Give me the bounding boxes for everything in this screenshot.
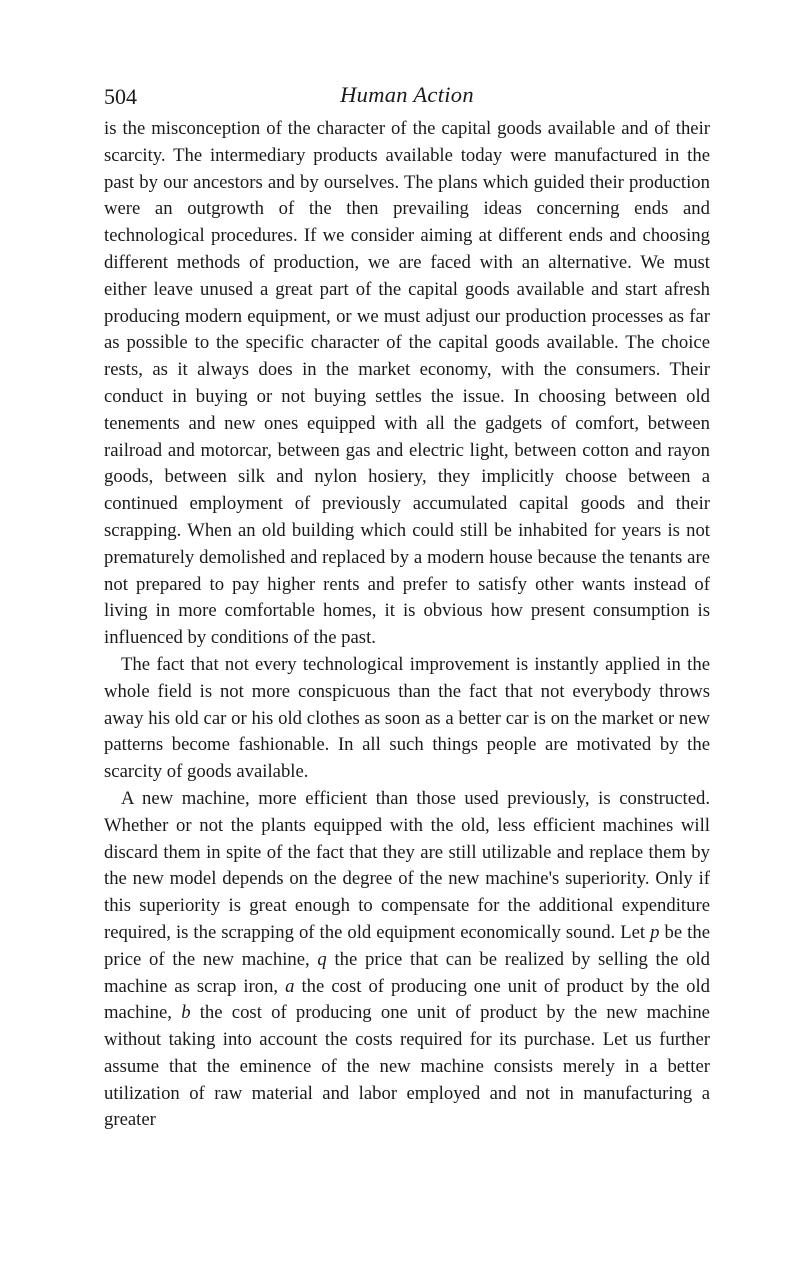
- variable-a: a: [285, 975, 295, 997]
- paragraph-3-text-1: A new machine, more efficient than those used previously, is constructed. Whether or not the plants equipped with the old, less efficient machines will discard them in spite of the fact that they are still utilizable and replace them by the new model depends on the degree of the new machine's superiority. Only if this superiority is great enough to compensate for the additional expenditure required, is the scrapping of the old equipment economically sound. Let: [104, 787, 710, 943]
- running-head: [104, 80, 710, 116]
- paragraph-1: is the misconception of the character of the capital goods available and of their scarcity. The intermediary products available today were manufactured in the past by our ancestors and by ourselves. The plans which guided their production were an outgrowth of the then prevailing ideas concerning ends and technological procedures. If we consider aiming at different ends and choosing different methods of production, we are faced with an alternative. We must either leave unused a great part of the capital goods available and start afresh producing modern equipment, or we must adjust our production processes as far as possible to the specific character of the capital goods available. The choice rests, as it always does in the market economy, with the consumers. Their conduct in buying or not buying settles the issue. In choosing between old tenements and new ones equipped with all the gadgets of comfort, between railroad and motorcar, between gas and electric light, between cotton and rayon goods, between silk and nylon hosiery, they implicitly choose between a continued employment of previously accumulated capital goods and their scrapping. When an old building which could still be inhabited for years is not prematurely demolished and replaced by a modern house because the tenants are not prepared to pay higher rents and prefer to satisfy other wants instead of living in more comfortable homes, it is obvious how present consumption is influenced by conditions of the past.: [104, 118, 710, 649]
- paragraph-3-text-3: the price that can be realized by selling the old machine as scrap iron,: [104, 948, 710, 997]
- paragraph-3-text-2: be the price of the new machine,: [104, 921, 711, 970]
- body-text: [104, 116, 710, 1134]
- paragraph-3-text-5: the cost of producing one unit of product by the new machine without taking into account the costs required for its purchase. Let us further assume that the eminence of the new machine consists merely in a better utilization of raw material and labor employed and not in manufacturing a greater: [104, 1002, 710, 1131]
- paragraph-3: [104, 786, 710, 1134]
- page-number: 504: [104, 84, 137, 109]
- paragraph-2: The fact that not every technological improvement is instantly applied in the whole field is not more conspicuous than the fact that not everybody throws away his old car or his old clothes as soon as a better car is on the market or new patterns become fashionable. In all such things people are motivated by the scarcity of goods available.: [104, 653, 710, 783]
- variable-b: b: [181, 1002, 191, 1024]
- book-page: [104, 80, 710, 1134]
- paragraph-3-text-4: the cost of producing one unit of product by the old machine,: [104, 975, 710, 1024]
- running-title: Human Action: [340, 82, 474, 107]
- variable-p: p: [650, 921, 660, 943]
- variable-q: q: [317, 948, 327, 970]
